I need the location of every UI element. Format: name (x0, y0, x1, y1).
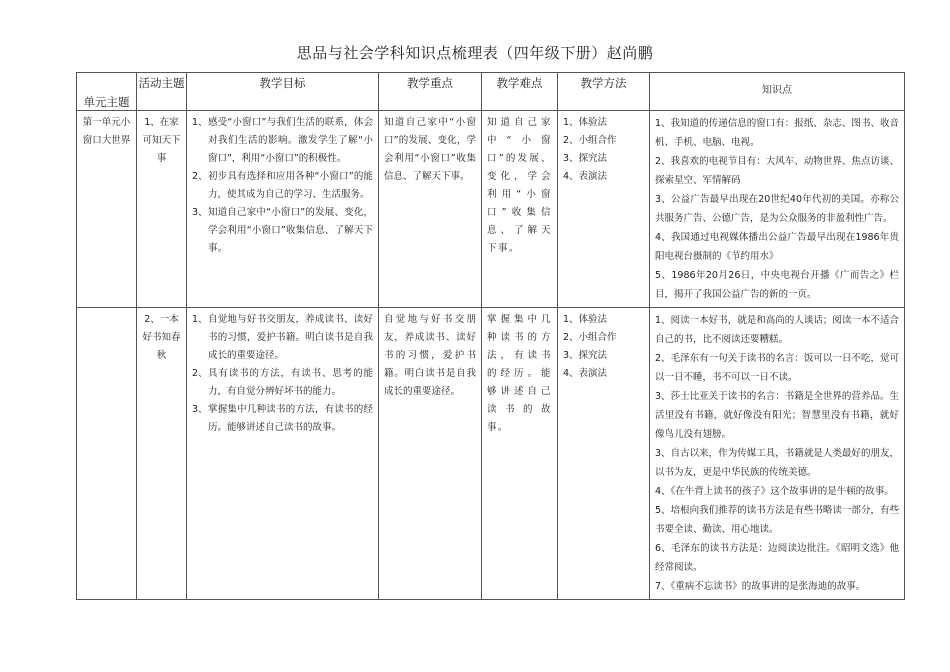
knowledge-cell (650, 308, 905, 600)
activity-cell: 2、一本好书知春秋 (137, 308, 187, 600)
knowledge-item: 4、我国通过电视媒体播出公益广告最早出现在1986年贵阳电视台摄制的《节约用水》 (655, 232, 899, 262)
goal-item: 3、 知道自己家中“小窗口”的发展、变化，学会利用“小窗口”收集信息、了解天下事。 (192, 207, 373, 254)
knowledge-item: 2、我喜欢的电视节目有：大风车、动物世界、焦点访谈、探索星空、军情解码 (655, 156, 899, 186)
goal-cell (187, 111, 379, 308)
knowledge-item: 3、公益广告最早出现在20世纪40年代初的美国。亦称公共服务广告、公德广告，是为公众服务的非盈利性广告。 (655, 194, 899, 224)
method-item: 1、体验法 (563, 117, 608, 128)
method-item: 2、小组合作 (563, 135, 617, 146)
header-goal: 教学目标 (187, 73, 379, 111)
header-knowledge: 知识点 (650, 73, 905, 111)
method-cell (558, 111, 650, 308)
knowledge-item: 3、莎士比亚关于读书的名言：书籍是全世界的营养品。生活里没有书籍，就好像没有阳光；智慧里没有书籍，就好像鸟儿没有翅膀。 (655, 391, 899, 440)
page-title: 思品与社会学科知识点梳理表（四年级下册）赵尚鹏 (296, 44, 654, 62)
goal-item: 1、 感受“小窗口”与我们生活的联系，体会对我们生活的影响。激发学生了解“小窗口”，利用“小窗口”的积极性。 (192, 117, 373, 164)
header-row (77, 73, 905, 111)
goal-item: 2、 具有读书的方法，有读书、思考的能力，有自觉分辨好坏书的能力。 (192, 368, 373, 397)
method-item: 4、表演法 (563, 171, 608, 182)
knowledge-item: 4、《在牛背上读书的孩子》这个故事讲的是牛顿的故事。 (655, 486, 894, 497)
method-item: 1、体验法 (563, 314, 608, 325)
knowledge-item: 1、阅读一本好书，就是和高尚的人谈话；阅读一本不适合自己的书，比不阅读还要糟糕。 (655, 315, 899, 345)
key-cell: 自觉地与好书交朋友，养成读书、读好书的习惯，爱护书籍。明白读书是自我成长的重要途径。 (379, 308, 482, 600)
knowledge-item: 6、毛泽东的读书方法是：边阅读边批注。《昭明文选》他经常阅读。 (655, 543, 899, 573)
knowledge-item: 5、培根向我们推荐的读书方法是有些书略读一部分，有些书要全读、勤读、用心地读。 (655, 505, 899, 535)
knowledge-item: 7、《重病不忘读书》的故事讲的是张海迪的故事。 (655, 581, 866, 592)
header-key: 教学重点 (379, 73, 482, 111)
header-difficulty: 教学难点 (482, 73, 558, 111)
difficulty-cell: 知道自己家中“小窗口”的发展、变化，学会利用“小窗口”收集信息、了解天下事。 (482, 111, 558, 308)
knowledge-item: 5、1986年20月26日，中央电视台开播《广而告之》栏目，揭开了我国公益广告的新的一页。 (655, 270, 899, 300)
method-item: 3、探究法 (563, 350, 608, 361)
method-item: 3、探究法 (563, 153, 608, 164)
knowledge-item: 1、我知道的传递信息的窗口有：报纸、杂志、图书、收音机、手机、电脑、电视。 (655, 118, 899, 148)
knowledge-item: 2、毛泽东有一句关于读书的名言：饭可以一日不吃，觉可以一日不睡，书不可以一日不读。 (655, 353, 899, 383)
key-cell: 知道自己家中“小窗口”的发展、变化，学会利用“小窗口”收集信息、了解天下事。 (379, 111, 482, 308)
method-item: 4、表演法 (563, 368, 608, 379)
knowledge-table (76, 72, 905, 600)
header-unit: 单元主题 (77, 73, 137, 111)
header-method: 教学方法 (558, 73, 650, 111)
goal-cell (187, 308, 379, 600)
knowledge-cell (650, 111, 905, 308)
activity-cell: 1、在家可知天下事 (137, 111, 187, 308)
method-cell (558, 308, 650, 600)
table-row (77, 308, 905, 600)
goal-item: 1、 自觉地与好书交朋友，养成读书、读好书的习惯，爱护书籍。明白读书是自我成长的重要途径。 (192, 314, 373, 361)
knowledge-item: 3、自古以来，作为传媒工具，书籍就是人类最好的朋友，以书为友，更是中华民族的传统美德。 (655, 448, 899, 478)
difficulty-cell: 掌握集中几种读书的方法，有读书的经历。能够讲述自己读书的故事。 (482, 308, 558, 600)
goal-item: 2、 初步具有选择和应用各种“小窗口”的能力，使其成为自己的学习、生活服务。 (192, 171, 373, 200)
unit-cell (77, 308, 137, 600)
header-activity: 活动主题 (137, 73, 187, 111)
method-item: 2、小组合作 (563, 332, 617, 343)
table-row (77, 111, 905, 308)
unit-cell: 第一单元小窗口大世界 (77, 111, 137, 308)
goal-item: 3、 掌握集中几种读书的方法，有读书的经历。能够讲述自己读书的故事。 (192, 404, 373, 433)
